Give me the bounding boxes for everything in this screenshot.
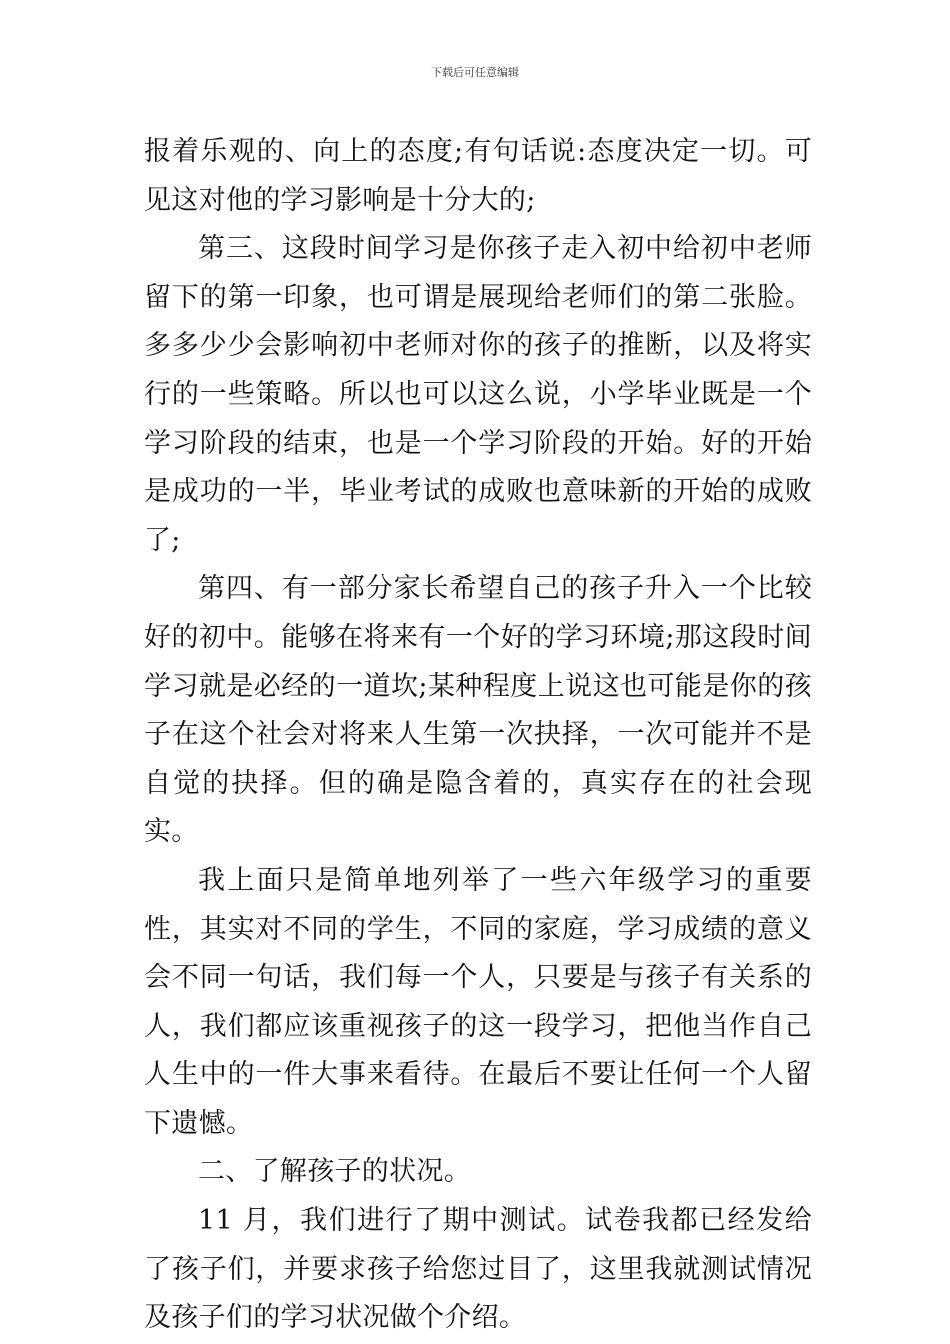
paragraph-third-point: 第三、这段时间学习是你孩子走入初中给初中老师留下的第一印象，也可谓是展现给老师们的第二张脸。多多少少会影响初中老师对你的孩子的推断，以及将实行的一些策略。所以也可以这么说，小学毕业既是一个学习阶段的结束，也是一个学习阶段的开始。好的开始是成功的一半，毕业考试的成败也意味新的开始的成败了;: [144, 233, 812, 556]
page-header: 下载后可任意编辑: [431, 66, 519, 79]
paragraph-continuation: 报着乐观的、向上的态度;有句话说:态度决定一切。可见这对他的学习影响是十分大的;: [144, 136, 812, 216]
paragraph-midterm: 11 月，我们进行了期中测试。试卷我都已经发给了孩子们，并要求孩子给您过目了，这里我就测试情况及孩子们的学习状况做个介绍。: [144, 1205, 812, 1334]
paragraph-summary: 我上面只是简单地列举了一些六年级学习的重要性，其实对不同的学生，不同的家庭，学习成绩的意义会不同一句话，我们每一个人，只要是与孩子有关系的人，我们都应该重视孩子的这一段学习，把他当作自己人生中的一件大事来看待。在最后不要让任何一个人留下遗憾。: [144, 864, 812, 1139]
section-heading: 二、了解孩子的状况。: [198, 1156, 471, 1188]
paragraph-fourth-point: 第四、有一部分家长希望自己的孩子升入一个比较好的初中。能够在将来有一个好的学习环境;那这段时间学习就是必经的一道坎;某种程度上说这也可能是你的孩子在这个社会对将来人生第一次抉择，一次可能并不是自觉的抉择。但的确是隐含着的，真实存在的社会现实。: [144, 573, 812, 848]
document-body: [144, 128, 812, 1343]
